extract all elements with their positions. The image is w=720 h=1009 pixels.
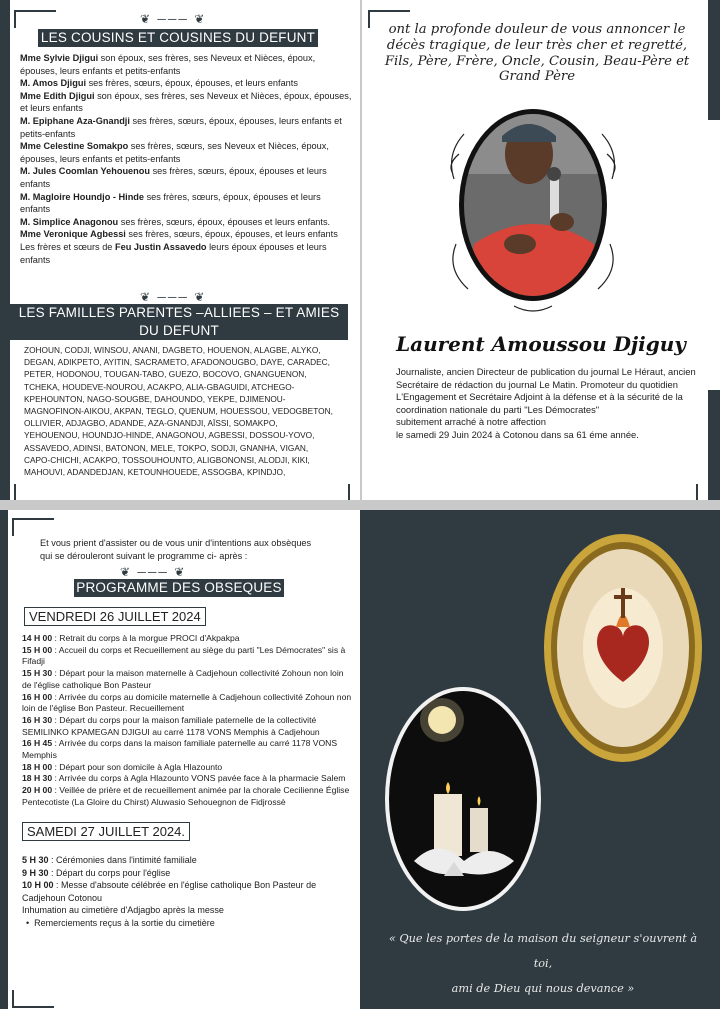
quote-line: ami de Dieu qui nous devance » xyxy=(451,982,635,995)
cousin-line: Les frères et sœurs de Feu Justin Assavedo leurs époux épouses et leurs enfants xyxy=(20,241,327,265)
corner-ornament xyxy=(14,484,56,500)
cousin-line: Mme Edith Djigui son époux, ses frères, ses Neveux et Nièces, époux, épouses, et leurs enfants xyxy=(20,90,352,114)
schedule-item: 18 H 30 : Arrivée du corps à Agla Hlazounto VONS pavée face à la pharmacie Salem xyxy=(22,773,346,784)
cousin-line: Mme Sylvie Djigui son époux, ses frères, ses Neveux et Nièces, époux, épouses, leurs enfants et petits-enfants xyxy=(20,53,316,76)
bio-paragraph: Journaliste, ancien Directeur de publication du journal Le Héraut, ancien Secrétaire de rédaction du journal Le Matin. Promoteur du quotidien L'Engagement et Secrétaire Adjoint à la défense et à la sécurité de la coordination nationale du parti "Les Démocrates" xyxy=(396,366,696,415)
schedule-item: 16 H 45 : Arrivée du corps dans la maison familiale paternelle au carré 1178 VONS Memphis xyxy=(22,738,338,761)
schedule-item: 15 H 00 : Accueil du corps et Recueillement au siège du parti "Les Démocrates" sis à Fifadji xyxy=(22,644,346,667)
cousins-list xyxy=(20,52,352,266)
cousin-line: Mme Veronique Agbessi ses frères, sœurs, époux, épouses, et leurs enfants xyxy=(20,229,338,240)
cousins-panel xyxy=(0,0,360,500)
bio-line: le samedi 29 Juin 2024 à Cotonou dans sa 61 éme année. xyxy=(396,428,639,440)
scroll-ornament: ❦ ─── ❦ xyxy=(140,290,207,304)
portrait-illustration xyxy=(444,94,622,316)
quote-text xyxy=(378,926,708,1001)
schedule-item: 10 H 00 : Messe d'absoute célébrée en l'église catholique Bon Pasteur de Cadjehoun Cotonou xyxy=(22,880,317,903)
sacred-heart-frame xyxy=(542,532,704,764)
announcement-panel xyxy=(362,0,720,500)
cousin-line: Mme Celestine Somakpo ses frères, sœurs, ses Neveux et Nièces, époux, épouses, leurs enfants et petits-enfants xyxy=(20,141,329,164)
schedule-item: 9 H 30 : Départ du corps pour l'église xyxy=(22,867,171,878)
corner-ornament xyxy=(606,484,698,500)
portrait-frame xyxy=(444,94,622,316)
scroll-ornament: ❦ ─── ❦ xyxy=(140,12,207,26)
corner-ornament xyxy=(308,484,350,500)
cousins-title: LES COUSINS ET COUSINES DU DEFUNT xyxy=(38,29,318,47)
memorial-panel xyxy=(360,510,720,1009)
left-border-bar xyxy=(0,0,10,500)
day2-schedule xyxy=(22,854,352,930)
schedule-item: 18 H 00 : Départ pour son domicile à Agla Hlazounto xyxy=(22,761,223,772)
bullet-icon: • xyxy=(26,917,35,928)
right-border-bar xyxy=(708,0,720,120)
day2-box: SAMEDI 27 JUILLET 2024. xyxy=(22,822,190,841)
schedule-item: 5 H 30 : Cérémonies dans l'intimité familiale xyxy=(22,855,197,865)
right-border-bar xyxy=(708,390,720,500)
burial-line: Inhumation au cimetière d'Adjagbo après la messe xyxy=(22,905,224,916)
thanks-line: • Remerciements reçus à la sortie du cimetière xyxy=(26,917,215,928)
cousin-line: M. Amos Djigui ses frères, sœurs, époux, épouses, et leurs enfants xyxy=(20,78,298,89)
deceased-name: Laurent Amoussou Djiguy xyxy=(396,332,686,356)
cousin-line: M. Epiphane Aza-Gnandji ses frères, sœurs, époux, épouses, leurs enfants et petits-enfants xyxy=(20,115,342,139)
bio-line: subitement arraché à notre affection xyxy=(396,416,546,428)
cousin-line: M. Magloire Houndjo - Hinde ses frères, sœurs, époux, épouses et leurs enfants xyxy=(20,191,321,215)
schedule-item: 16 H 30 : Départ du corps pour la maison familiale paternelle de la collectivité SEMILINKO KPAMEGAN DJIGUI au carré 1178 VONS Memphis à Cadjehoun xyxy=(22,714,320,737)
day1-box: VENDREDI 26 JUILLET 2024 xyxy=(24,607,206,626)
announcement-text: ont la profonde douleur de vous annoncer le décès tragique, de leur très cher et regretté, Fils, Père, Frère, Oncle, Cousin, Beau-Père et Grand Père xyxy=(384,22,690,85)
quote-line: « Que les portes de la maison du seigneur s'ouvrent à toi, xyxy=(388,932,698,970)
families-list: ZOHOUN, CODJI, WINSOU, ANANI, DAGBETO, HOUENON, ALAGBE, ALYKO, DEGAN, ADIKPETO, AYITIN, SACRAMETO, AFADONOUGBO, DAYE, CARADEC, PETER, HODONOU, TOUGAN-TABO, GUEZO, BOCOVO, GNANGUENON, TCHEKA, HOUDEVE-NOUROU, ACAKPO, ALIA-GBAGUIDI, ATCHEGO-KPEHOUNTON, NAGO-SOUGBE, DAHOUNDO, YEKPE, DJIMENOU-MAGNOFINON-AIKOU, AKPAN, TEGLO, QUENUM, HOUESSOU, VEDOGBETON, OLLIVIER, ADJAGBO, ADANDE, AZA-GNANDJI, AÏSSI, SOMAKPO, YEHOUENOU, HOUNDJO-HINDE, ANAGONOU, AGBESSI, DOSSOU-YOVO, ASSAVEDO, ADINSI, BATONON, MELE, TOKPO, SODJI, GNANHA, VIGAN, CAPO-CHICHI, ACAKPO, TOSSOUHOUNTO, ALIGBONONSI, ALODJI, KIKI, MAHOUVI, ADANDEDJAN, KETOUNHOUEDE, ASSOGBA, KPINDJO, xyxy=(24,345,333,478)
cousin-line: M. Jules Coomlan Yehouenou ses frères, sœurs, époux, épouses et leurs enfants xyxy=(20,166,327,189)
sacred-heart-illustration xyxy=(542,532,704,764)
corner-ornament xyxy=(12,990,54,1008)
left-border-bar xyxy=(0,510,8,1009)
families-title: LES FAMILLES PARENTES –ALLIEES – ET AMIES DU DEFUNT xyxy=(10,304,348,340)
schedule-item: 14 H 00 : Retrait du corps à la morgue PROCI d'Akpakpa xyxy=(22,633,240,643)
bio-text xyxy=(396,366,698,442)
scroll-ornament: ❦ ─── ❦ xyxy=(120,565,187,579)
day1-schedule xyxy=(22,633,352,809)
program-title: PROGRAMME DES OBSEQUES xyxy=(74,579,284,597)
schedule-item: 16 H 00 : Arrivée du corps au domicile maternelle à Cadjehoun collectivité Zohoun non loin de l'église Bon Pasteur. Recueillement xyxy=(22,691,352,714)
program-panel xyxy=(0,510,360,1009)
schedule-item: 15 H 30 : Départ pour la maison maternelle à Cadjehoun collectivité Zohoun non loin de l'église catholique Bon Pasteur xyxy=(22,668,344,690)
corner-ornament xyxy=(12,518,54,536)
candle-frame xyxy=(384,686,542,912)
cousin-line: M. Simplice Anagonou ses frères, sœurs, époux, épouses et leurs enfants. xyxy=(20,216,331,227)
candle-illustration xyxy=(384,686,542,912)
program-intro: Et vous prient d'assister ou de vous unir d'intentions aux obsèques qui se dérouleront suivant le programme ci- après : xyxy=(40,538,312,561)
schedule-item: 20 H 00 : Veillée de prière et de recueillement animée par la chorale Cecilienne Église Pentecotiste (La Gloire du Chirst) Aluwasio Sehouegnon de Fidjrossè xyxy=(22,785,350,807)
corner-ornament xyxy=(14,10,56,28)
